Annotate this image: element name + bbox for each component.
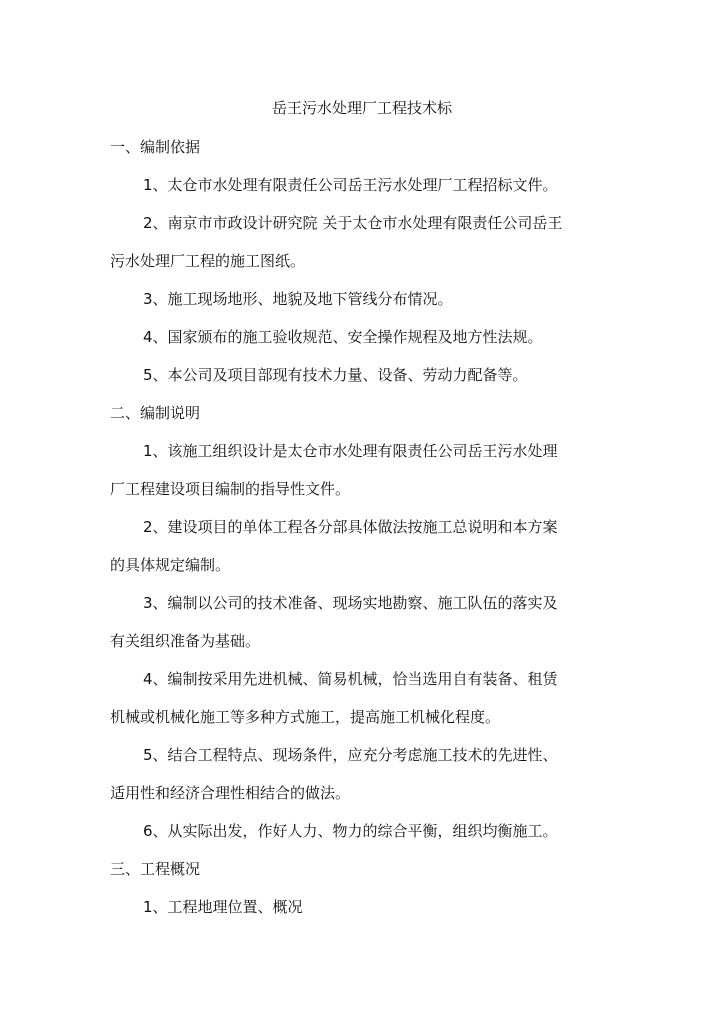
list-item: 4、编制按采用先进机械、简易机械，恰当选用自有装备、租赁 [143, 670, 558, 688]
list-item: 2、建设项目的单体工程各分部具体做法按施工总说明和本方案 [143, 518, 558, 536]
section-heading-explanation: 二、编制说明 [110, 404, 201, 422]
list-item: 2、南京市市政设计研究院 关于太仓市水处理有限责任公司岳王 [143, 214, 563, 232]
list-item: 4、国家颁布的施工验收规范、安全操作规程及地方性法规。 [143, 328, 543, 346]
list-item-continuation: 污水处理厂工程的施工图纸。 [110, 252, 306, 270]
list-item-continuation: 适用性和经济合理性相结合的做法。 [110, 784, 351, 802]
list-item-continuation: 厂工程建设项目编制的指导性文件。 [110, 480, 351, 498]
list-item-continuation: 有关组织准备为基础。 [110, 632, 261, 650]
list-item: 3、编制以公司的技术准备、现场实地勘察、施工队伍的落实及 [143, 594, 558, 612]
section-heading-overview: 三、工程概况 [110, 860, 201, 878]
document-title: 岳王污水处理厂工程技术标 [271, 99, 452, 117]
list-item: 1、工程地理位置、概况 [143, 898, 303, 916]
list-item: 3、施工现场地形、地貌及地下管线分布情况。 [143, 290, 453, 308]
list-item: 1、太仓市水处理有限责任公司岳王污水处理厂工程招标文件。 [143, 176, 558, 194]
list-item: 6、从实际出发，作好人力、物力的综合平衡，组织均衡施工。 [143, 822, 558, 840]
list-item-continuation: 机械或机械化施工等多种方式施工，提高施工机械化程度。 [110, 708, 501, 726]
list-item: 5、本公司及项目部现有技术力量、设备、劳动力配备等。 [143, 366, 528, 384]
list-item-continuation: 的具体规定编制。 [110, 556, 231, 574]
list-item: 1、该施工组织设计是太仓市水处理有限责任公司岳王污水处理 [143, 442, 558, 460]
list-item: 5、结合工程特点、现场条件，应充分考虑施工技术的先进性、 [143, 746, 558, 764]
section-heading-basis: 一、编制依据 [110, 138, 201, 156]
